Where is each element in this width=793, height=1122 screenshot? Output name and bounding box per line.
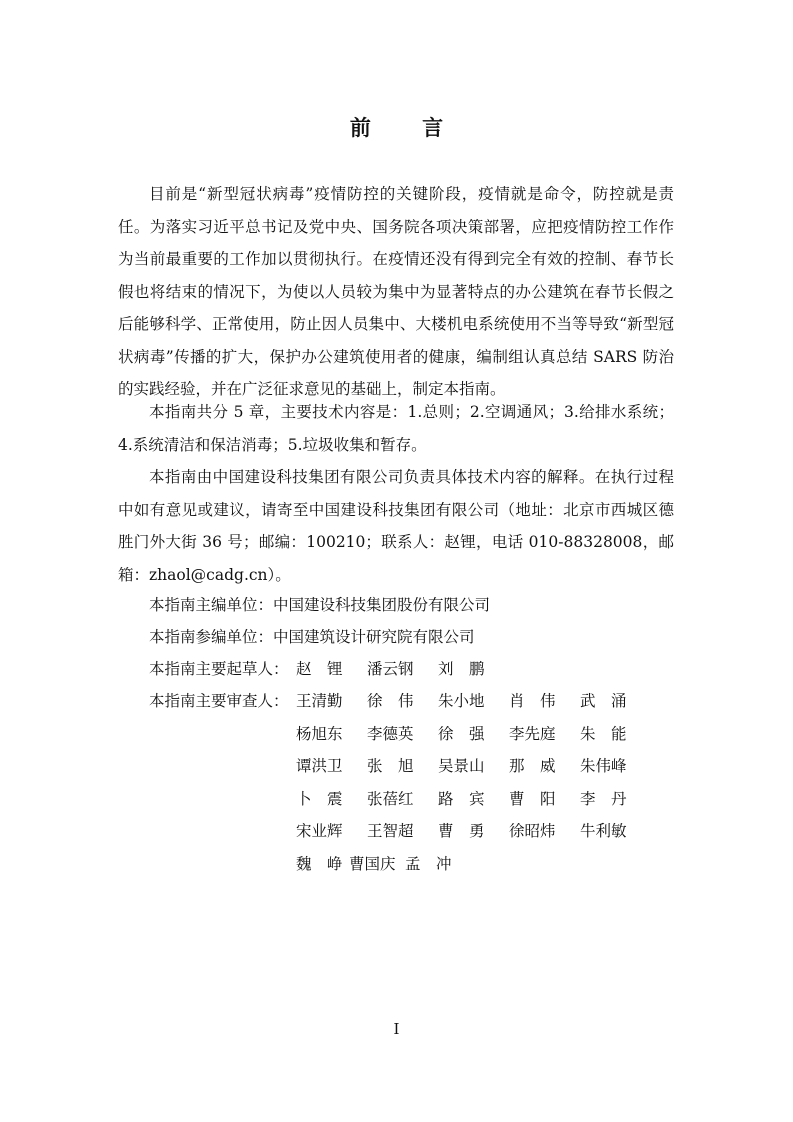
interpretation-paragraph: 本指南由中国建设科技集团有限公司负责具体技术内容的解释。在执行过程中如有意见或建议，请寄至中国建设科技集团有限公司（地址：北京市西城区德胜门外大街 36 号；邮编：100210；联系人：赵锂，电话 010-88328008，邮箱：zhaol@cadg.cn）。 xyxy=(118,468,674,584)
reviewers-row xyxy=(296,750,651,783)
page-title: 前 言 xyxy=(349,115,466,140)
reviewer-name: 路 宾 xyxy=(438,789,485,808)
reviewer-name: 武 涌 xyxy=(580,692,627,710)
reviewer-name: 李 丹 xyxy=(580,789,627,808)
reviewers-row xyxy=(296,783,651,816)
drafter-name: 刘 鹏 xyxy=(438,660,485,678)
reviewer-name: 朱伟峰 xyxy=(580,757,627,775)
reviewer-name: 李先庭 xyxy=(509,724,556,743)
reviewer-name: 张蓓红 xyxy=(367,789,414,808)
reviewer-name: 谭洪卫 xyxy=(296,757,343,775)
co-editor-line: 本指南参编单位：中国建筑设计研究院有限公司 xyxy=(149,628,475,646)
drafters-label: 本指南主要起草人： xyxy=(149,660,289,678)
reviewers-label: 本指南主要审查人： xyxy=(149,692,289,710)
reviewer-name: 朱小地 xyxy=(438,692,485,710)
reviewer-name: 孟 冲 xyxy=(405,854,452,873)
reviewer-name: 徐 强 xyxy=(438,724,485,743)
reviewers-row xyxy=(296,848,651,881)
reviewer-name: 张 旭 xyxy=(367,757,414,775)
reviewers-row xyxy=(296,718,651,751)
reviewer-name: 李德英 xyxy=(367,724,414,743)
reviewer-name: 卜 震 xyxy=(296,789,343,808)
chief-editor-line: 本指南主编单位：中国建设科技集团股份有限公司 xyxy=(149,596,491,614)
reviewer-name: 曹 勇 xyxy=(438,822,485,840)
reviewer-name: 王清勤 xyxy=(296,692,343,710)
reviewer-name: 吴景山 xyxy=(438,757,485,775)
intro-paragraph: 目前是“新型冠状病毒”疫情防控的关键阶段，疫情就是命令，防控就是责任。为落实习近平总书记及党中央、国务院各项决策部署，应把疫情防控工作作为当前最重要的工作加以贯彻执行。在疫情还没有得到完全有效的控制、春节长假也将结束的情况下，为使以人员较为集中为显著特点的办公建筑在春节长假之后能够科学、正常使用，防止因人员集中、大楼机电系统使用不当等导致“新型冠状病毒”传播的扩大，保护办公建筑使用者的健康，编制组认真总结 SARS 防治的实践经验，并在广泛征求意见的基础上，制定本指南。 xyxy=(118,185,674,398)
reviewers-row xyxy=(296,815,651,848)
reviewer-name: 肖 伟 xyxy=(509,692,556,710)
reviewer-name: 曹国庆 xyxy=(349,854,396,873)
reviewer-name: 朱 能 xyxy=(580,724,627,743)
reviewers-row xyxy=(296,685,651,718)
reviewer-name: 杨旭东 xyxy=(296,724,343,743)
contents-paragraph: 本指南共分 5 章，主要技术内容是：1.总则；2.空调通风；3.给排水系统；4.系统清洁和保洁消毒；5.垃圾收集和暂存。 xyxy=(118,403,674,454)
drafter-name: 潘云钢 xyxy=(367,660,414,678)
reviewer-name: 王智超 xyxy=(367,822,414,840)
reviewer-name: 徐昭炜 xyxy=(509,822,556,840)
reviewer-name: 魏 峥 xyxy=(296,854,343,873)
drafter-name: 赵 锂 xyxy=(296,660,343,678)
drafters-row xyxy=(296,653,509,686)
page-number: I xyxy=(393,1020,400,1038)
reviewer-name: 那 威 xyxy=(509,757,556,775)
reviewer-name: 徐 伟 xyxy=(367,692,414,710)
reviewers-list xyxy=(296,685,651,880)
reviewer-name: 曹 阳 xyxy=(509,789,556,808)
reviewer-name: 宋业辉 xyxy=(296,822,343,840)
reviewer-name: 牛利敏 xyxy=(580,822,627,840)
drafters-list xyxy=(296,653,509,686)
